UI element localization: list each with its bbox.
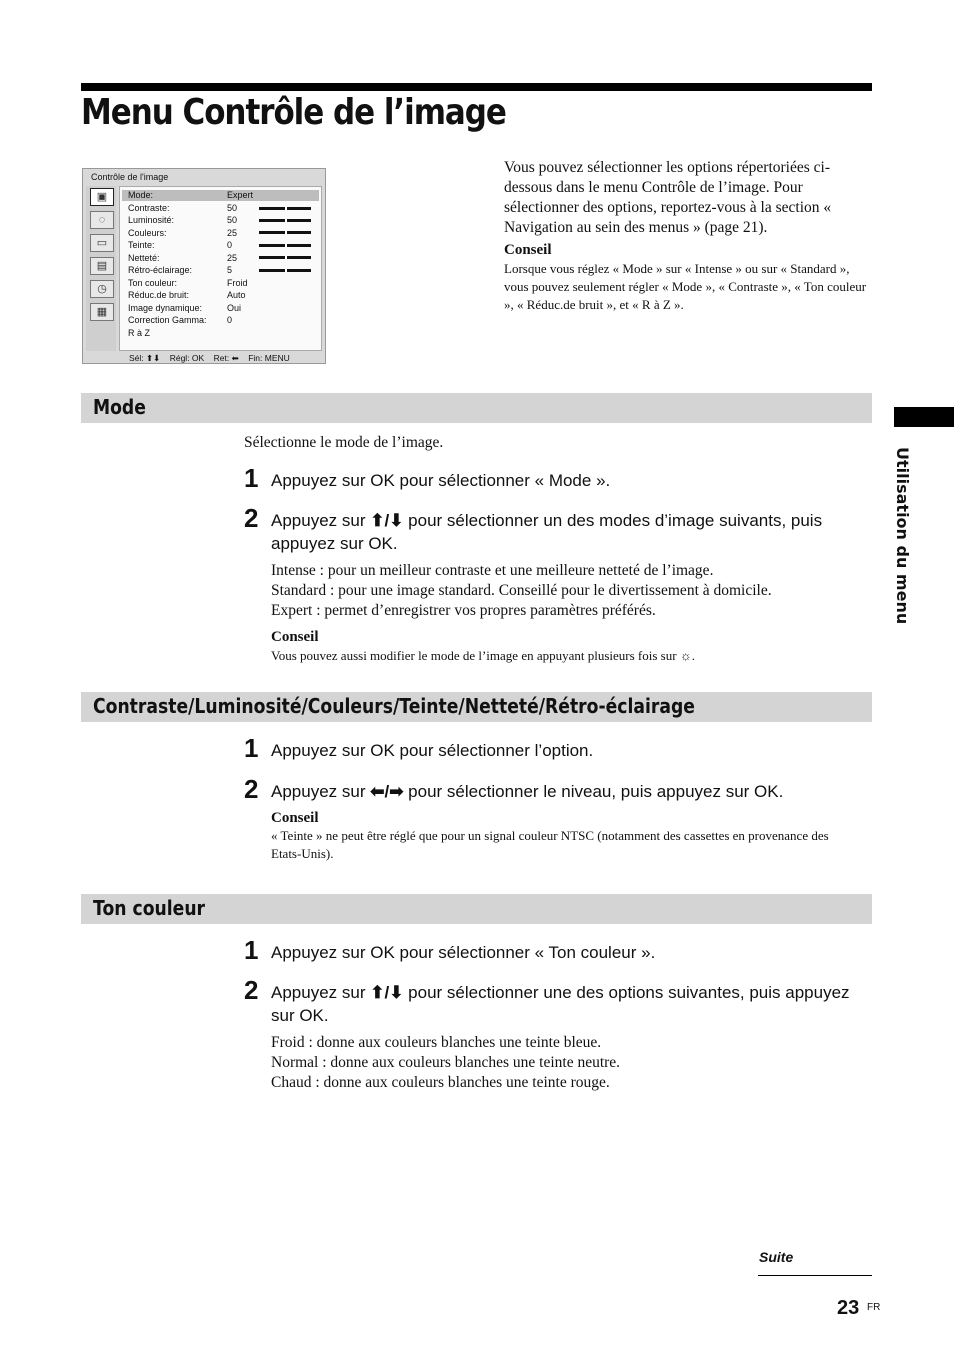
step-number: 2 <box>244 975 259 1005</box>
suite-rule <box>758 1275 872 1276</box>
left-right-arrow-icon: ⬅/➡ <box>370 782 404 801</box>
step-text <box>271 509 871 555</box>
menu-screen-title: Contrôle de l'image <box>91 172 169 182</box>
conseil-text: Vous pouvez aussi modifier le mode de l’image en appuyant plusieurs fois sur ☼. <box>271 648 695 663</box>
title-rule <box>81 83 872 91</box>
step-number: 2 <box>244 774 259 804</box>
level-bar <box>259 231 311 234</box>
menu-row-label: Teinte: <box>128 240 155 250</box>
mode-description: Sélectionne le mode de l’image. <box>244 434 444 451</box>
menu-screenshot <box>82 168 326 364</box>
menu-footer-sel: Sél: ⬆⬇ <box>129 353 161 363</box>
conseil-heading: Conseil <box>504 242 552 258</box>
level-bar <box>259 244 311 247</box>
level-bar <box>259 256 311 259</box>
setup-icon: ▤ <box>90 257 114 275</box>
section-bar-mode <box>81 393 872 423</box>
page-number: 23 <box>837 1297 860 1319</box>
section-heading-ton-couleur: Ton couleur <box>93 896 206 920</box>
menu-row-value: Auto <box>227 290 246 300</box>
menu-footer-ret: Ret: ⬅ <box>213 353 239 363</box>
intro-text: Vous pouvez sélectionner les options répertoriées ci-dessous dans le menu Contrôle de l’image. Pour sélectionner des options, reportez-vous à la section « Navigation au sein des menus » (page 21). <box>504 159 832 236</box>
option-froid: Froid : donne aux couleurs blanches une teinte bleue. <box>271 1034 602 1051</box>
step-text-part: Appuyez sur <box>271 511 371 530</box>
ton-options <box>271 1033 871 1093</box>
conseil-text: Lorsque vous réglez « Mode » sur « Intense » ou sur « Standard », vous pouvez seulement régler « Mode », « Contraste », « Ton couleur », « Réduc.de bruit », et « R à Z ». <box>504 261 867 312</box>
step-text-part: Appuyez sur <box>271 983 371 1002</box>
option-standard: Standard : pour une image standard. Conseillé pour le divertissement à domicile. <box>271 582 772 599</box>
step-number: 1 <box>244 935 259 965</box>
up-down-arrow-icon: ⬆/⬇ <box>370 983 404 1002</box>
section-heading-mode: Mode <box>93 395 146 419</box>
side-tab-marker <box>894 407 954 427</box>
menu-footer-fin: Fin: MENU <box>248 353 290 363</box>
menu-row-value: 0 <box>227 315 233 325</box>
step-text <box>271 780 871 803</box>
settings-icon: ▦ <box>90 303 114 321</box>
menu-row-value: Froid <box>227 277 248 288</box>
menu-row-value: 25 <box>227 227 238 238</box>
menu-row-label: Correction Gamma: <box>128 315 207 325</box>
picture-icon: ▣ <box>90 188 114 206</box>
level-bar <box>259 219 311 222</box>
sound-icon: ◌ <box>90 211 114 229</box>
conseil-text: « Teinte » ne peut être réglé que pour un signal couleur NTSC (notamment des cassettes en provenance des Etats-Unis). <box>271 828 829 861</box>
menu-footer <box>129 353 290 364</box>
conseil-heading: Conseil <box>271 810 319 826</box>
level-bar <box>259 207 311 210</box>
menu-row-label: Réduc.de bruit: <box>128 290 190 300</box>
menu-row-value: 5 <box>227 265 233 275</box>
step-text-part: Appuyez sur <box>271 782 371 801</box>
step-text <box>271 981 871 1027</box>
step-text-part: pour sélectionner un des modes d’image suivants, puis appuyez sur OK. <box>271 511 823 553</box>
menu-row-value: Expert <box>227 190 254 200</box>
menu-row-label: Rétro-éclairage: <box>128 265 193 275</box>
menu-row-value: 50 <box>227 202 238 213</box>
menu-row-value: 50 <box>227 215 238 225</box>
step-text-part: pour sélectionner une des options suivantes, puis appuyez sur OK. <box>271 983 850 1025</box>
menu-row-label: Image dynamique: <box>128 302 203 313</box>
conseil-heading: Conseil <box>271 629 319 645</box>
side-tab-label: Utilisation du menu <box>893 447 912 625</box>
timer-icon: ◷ <box>90 280 114 298</box>
menu-footer-regl: Régl: OK <box>169 353 205 363</box>
menu-row-value: Oui <box>227 302 242 313</box>
section-heading-contraste: Contraste/Luminosité/Couleurs/Teinte/Netteté/Rétro-éclairage <box>93 694 695 718</box>
step-text-part: pour sélectionner le niveau, puis appuyez sur OK. <box>403 782 784 801</box>
level-bar <box>259 269 311 272</box>
contraste-conseil <box>271 810 851 863</box>
mode-options <box>271 561 871 665</box>
intro-block <box>504 158 872 314</box>
page-title: Menu Contrôle de l’image <box>81 92 506 133</box>
option-chaud: Chaud : donne aux couleurs blanches une teinte rouge. <box>271 1074 610 1091</box>
step-number: 2 <box>244 503 259 533</box>
suite-label: Suite <box>759 1249 794 1265</box>
up-down-arrow-icon: ⬆/⬇ <box>370 511 404 530</box>
step-text: Appuyez sur OK pour sélectionner « Ton couleur ». <box>271 943 656 962</box>
menu-row-value: 25 <box>227 252 238 263</box>
menu-row-label: Netteté: <box>128 252 160 263</box>
screen-icon: ▭ <box>90 234 114 252</box>
step-number: 1 <box>244 463 259 493</box>
step-text: Appuyez sur OK pour sélectionner l’option. <box>271 741 594 760</box>
menu-row-label: R à Z <box>128 327 151 338</box>
menu-row-label: Couleurs: <box>128 227 167 238</box>
menu-row-label: Mode: <box>128 190 154 200</box>
menu-row-label: Ton couleur: <box>128 277 178 288</box>
menu-row-label: Luminosité: <box>128 215 175 225</box>
menu-row-value: 0 <box>227 240 233 250</box>
step-number: 1 <box>244 733 259 763</box>
option-intense: Intense : pour un meilleur contraste et une meilleure netteté de l’image. <box>271 562 714 579</box>
step-text: Appuyez sur OK pour sélectionner « Mode ». <box>271 471 611 490</box>
menu-icon-column <box>86 186 116 351</box>
menu-row-label: Contraste: <box>128 202 170 213</box>
menu-panel <box>119 186 322 351</box>
page-lang: FR <box>867 1302 881 1313</box>
option-expert: Expert : permet d’enregistrer vos propres paramètres préférés. <box>271 602 656 619</box>
option-normal: Normal : donne aux couleurs blanches une teinte neutre. <box>271 1054 621 1071</box>
